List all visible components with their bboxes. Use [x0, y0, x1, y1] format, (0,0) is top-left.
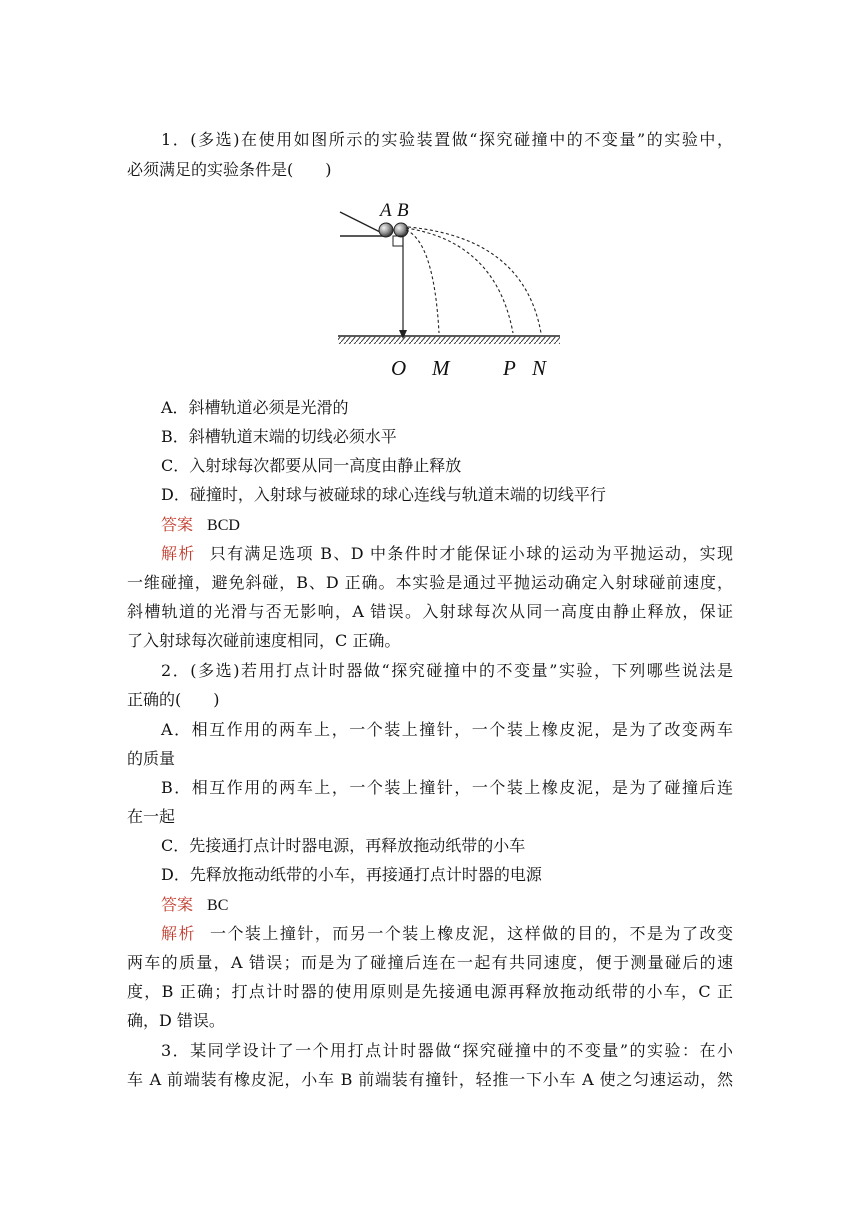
label-n: N — [532, 356, 547, 380]
q1-analysis-line3: 斜槽轨道的光滑与否无影响，A 错误。入射球每次从同一高度由静止释放，保证 — [127, 602, 733, 621]
q3-stem-line1: 3．某同学设计了一个用打点计时器做“探究碰撞中的不变量”的实验：在小 — [161, 1041, 733, 1060]
incline-track-upper — [340, 212, 380, 232]
ball-b — [394, 223, 408, 237]
q1-answer-label: 答案 — [161, 515, 194, 534]
q2-option-d: D．先释放拖动纸带的小车，再接通打点计时器的电源 — [161, 865, 542, 884]
trajectory-m — [406, 230, 439, 333]
q2-option-c: C．先接通打点计时器电源，再释放拖动纸带的小车 — [161, 836, 526, 855]
q1-answer-row — [161, 513, 733, 538]
collision-apparatus-diagram — [336, 192, 566, 386]
q2-analysis-text1: 一个装上撞针，而另一个装上橡皮泥，这样做的目的，不是为了改变 — [209, 924, 733, 943]
label-o: O — [391, 356, 407, 380]
q1-option-c: C．入射球每次都要从同一高度由静止释放 — [161, 456, 462, 475]
q1-option-a: A．斜槽轨道必须是光滑的 — [161, 398, 349, 417]
q2-analysis-line2: 两车的质量，A 错误；而是为了碰撞后连在一起有共同速度，便于测量碰后的速 — [127, 953, 733, 972]
q2-analysis-line3: 度，B 正确；打点计时器的使用原则是先接通电源再释放拖动纸带的小车，C 正 — [127, 982, 733, 1001]
q2-answer-value: BC — [207, 897, 229, 914]
q2-option-b-line2: 在一起 — [127, 807, 176, 826]
q2-stem-line1: 2．(多选)若用打点计时器做“探究碰撞中的不变量”实验，下列哪些说法是 — [161, 661, 733, 680]
q2-stem-line2: 正确的( ) — [127, 690, 220, 709]
q1-analysis-text1: 只有满足选项 B、D 中条件时才能保证小球的运动为平抛运动，实现 — [209, 544, 733, 563]
label-m: M — [432, 356, 450, 380]
q1-option-b: B．斜槽轨道末端的切线必须水平 — [161, 427, 397, 446]
q2-analysis-label: 解析 — [161, 924, 196, 943]
support-stand — [393, 236, 403, 246]
q2-option-a-line1: A．相互作用的两车上，一个装上撞针，一个装上橡皮泥，是为了改变两车 — [161, 720, 733, 739]
q1-stem-line1: 1．(多选)在使用如图所示的实验装置做“探究碰撞中的不变量”的实验中， — [161, 130, 733, 149]
q1-option-d: D．碰撞时，入射球与被碰球的球心连线与轨道末端的切线平行 — [161, 485, 606, 504]
q1-analysis-line4: 了入射球每次碰前速度相同，C 正确。 — [127, 631, 401, 650]
q2-answer-label: 答案 — [161, 895, 194, 914]
q2-answer-row — [161, 893, 733, 918]
ball-a — [379, 223, 393, 237]
q1-analysis-line2: 一维碰撞，避免斜碰，B、D 正确。本实验是通过平抛运动确定入射球碰前速度， — [127, 573, 733, 592]
q2-option-a-line2: 的质量 — [127, 749, 176, 768]
label-p: P — [503, 356, 516, 380]
q1-analysis-line1 — [161, 542, 733, 566]
label-b: B — [397, 200, 409, 221]
q2-analysis-line4: 确，D 错误。 — [127, 1011, 225, 1030]
q2-option-b-line1: B．相互作用的两车上，一个装上撞针，一个装上橡皮泥，是为了碰撞后连 — [161, 778, 733, 797]
q2-analysis-line1 — [161, 922, 733, 946]
q1-stem-line2: 必须满足的实验条件是( ) — [127, 160, 332, 179]
trajectory-n — [408, 227, 541, 333]
ground-hatching — [338, 337, 560, 344]
q1-analysis-label: 解析 — [161, 544, 196, 563]
label-a: A — [380, 200, 392, 221]
trajectory-p — [406, 228, 513, 333]
collision-apparatus-figure — [336, 192, 566, 386]
q1-answer-value: BCD — [207, 517, 240, 534]
q3-stem-line2: 车 A 前端装有橡皮泥，小车 B 前端装有撞针，轻推一下小车 A 使之匀速运动，然 — [127, 1070, 733, 1089]
